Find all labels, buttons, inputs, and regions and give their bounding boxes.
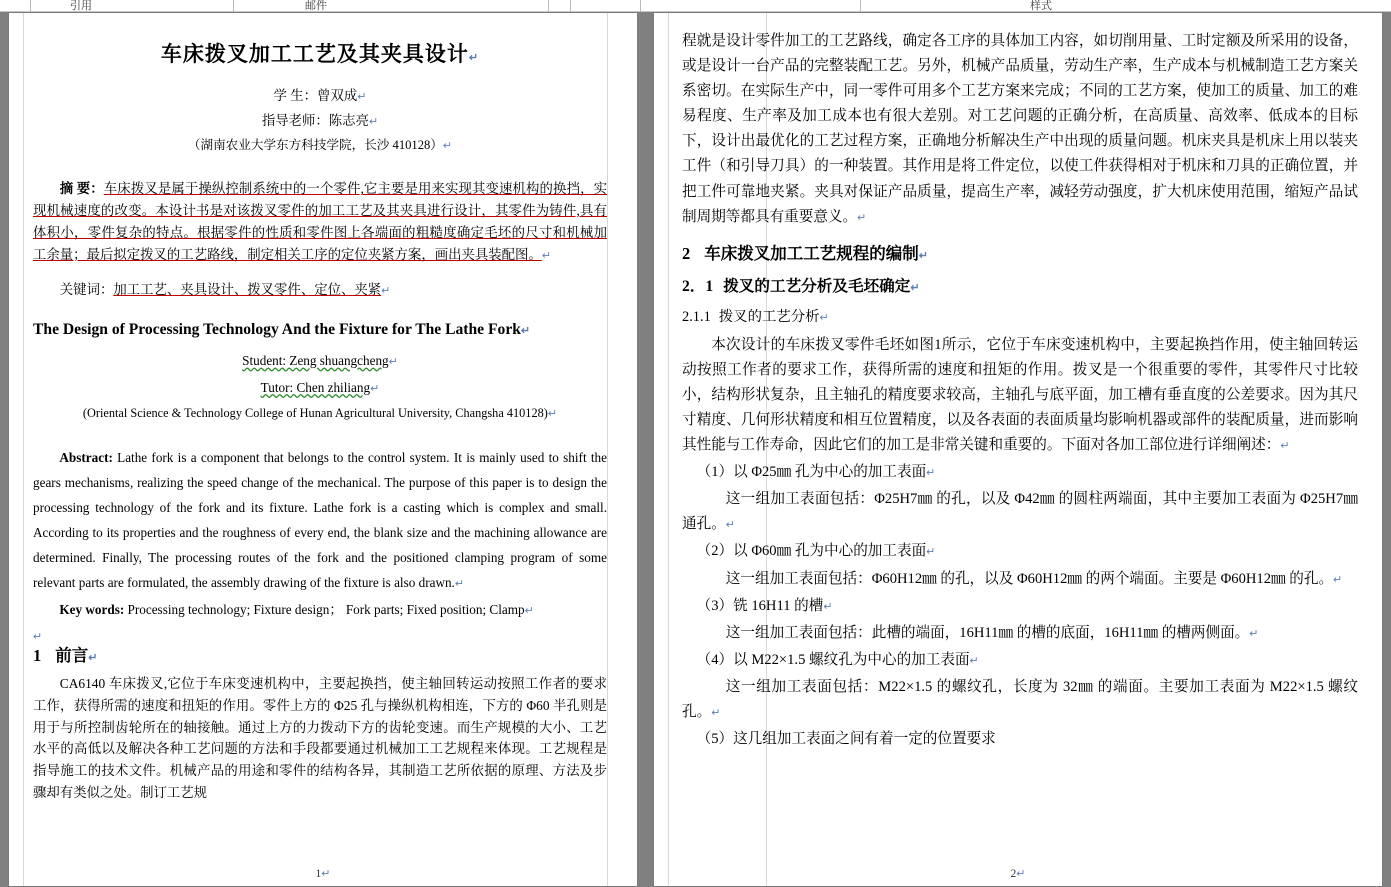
list-item-4-body: 这一组加工表面包括：M22×1.5 的螺纹孔，长度为 32㎜ 的端面。主要加工表面为 M22×1.5 螺纹孔。↵ xyxy=(682,678,1358,721)
ribbon-divider xyxy=(570,0,571,12)
section-1-number: 1 xyxy=(33,645,42,665)
ribbon-tab-strip[interactable] xyxy=(0,0,1391,12)
keywords-text: 加工工艺、夹具设计、拨叉零件、定位、夹紧 xyxy=(113,282,382,298)
student-line: 学 生：曾双成↵ xyxy=(273,88,367,104)
list-item-3: （3）铣 16H11 的槽↵ xyxy=(696,597,833,614)
english-title: The Design of Processing Technology And the Fixture for The Lathe Fork↵ xyxy=(33,321,531,339)
section-2-1-title: 拨叉的工艺分析及毛坯确定 xyxy=(723,278,911,296)
list-item-4: （4）以 M22×1.5 螺纹孔为中心的加工表面↵ xyxy=(696,651,979,668)
english-abstract-text: Lathe fork is a component that belongs to the control system. It is mainly used to shift the gears mechanisms, realizing the speed change of the mechanical. The purpose of this paper is to design the processing technology of the fork and its fixture. Lathe fork is a casting which is complex and small. According to its properties and the roughness of every end, the blank size and the machining allowance are determined. Finally, The processing routes of the fork and the positioned clamping program of some relevant parts are formulated, the assembly drawing of the fixture is also drawn. xyxy=(33,449,607,591)
ribbon-tab-styles[interactable]: 样式 xyxy=(1030,0,1052,12)
list-item-5: （5）这几组加工表面之间有着一定的位置要求 xyxy=(696,731,996,748)
section-2-title: 车床拨叉加工工艺规程的编制 xyxy=(704,243,919,263)
ribbon-tab-mailings[interactable]: 邮件 xyxy=(305,0,327,12)
page-gutter xyxy=(638,12,653,887)
abstract-paragraph: 摘 要：车床拨叉是属于操纵控制系统中的一个零件,它主要是用来实现其变速机构的换挡，实现机械速度的改变。本设计书是对该拨叉零件的加工工艺及其夹具进行设计，其零件为铸件,具有体积小，零件复杂的特点。根据零件的性质和零件图上各端面的粗糙度确定毛坯的尺寸和机械加工余量；最后拟定拨叉的工艺路线，制定相关工序的定位夹紧方案，画出夹具装配图。↵ xyxy=(33,181,607,262)
english-abstract-label: Abstract: xyxy=(59,449,113,465)
page-1-content: 车床拨叉加工工艺及其夹具设计↵ 学 生：曾双成↵ 指导老师：陈志亮↵ （湖南农业大学东方科技学院，长沙 410128）↵ 摘 要：车床拨叉是属于操纵控制系统中的一个零件,它主要是用来实现其变速机构的换挡，实现机械速度的改变。本设计书是对该拨叉零件的加工工艺及其夹具进行设计，其零件为铸件,具有体积小，零件复杂的特点。根据零件的性质和零件图上各端面的粗糙度确定毛坯的尺寸和机械加工余量；最后拟定拨叉的工艺路线，制定相关工序的定位夹紧方案，画出夹具装配图。↵ 关键词：加工工艺、夹具设计、拨叉零件、定位、夹紧↵ The Design of Processing Technology And the Fixture for The Lathe Fork↵ Student: Zeng shuangcheng↵ Tutor: Chen zhiliang↵ (Oriental Science & Technology College of Hunan Agricultural University, Changsha 410128)↵ Abstract: Lathe fork is a component that belongs to the control system. It is mainly used to shift the gears mechanisms, realizing the speed change of the mechanical. The purpose of this paper is to design the processing technology of the fork and its fixture. Lathe fork is a casting which is complex and small. According to its properties and the roughness of every end, the blank size and the machining allowance are determined. Finally, The processing routes of the fork and the positioned clamping program of some relevant parts are formulated, the assembly drawing of the fixture is also drawn.↵ Key words: Processing technology; Fixture design； Fork parts; Fixed position; Clamp↵ ↵ 1 前言↵ CA6140 车床拨叉,它位于车床变速机构中，主要起换挡，使主轴回转运动按照工作者的要求工作，获得所需的速度和扭矩的作用。零件上方的 Φ25 孔与操纵机构相连，下方的 Φ60 半孔则是用于与所控制齿轮所在的轴接触。通过上方的力拨动下方的齿轮变速。而生产规模的大小、工艺水平的高低以及解决各种工艺问题的方法和手段都要通过机械加工工艺规程来体现。工艺规程是指导施工的技术文件。机械产品的用途和零件的结构各异，其制造工艺所依据的原理、方法及步骤却有类似之处。制订工艺规 xyxy=(9,13,637,886)
english-keywords-text: Processing technology; Fixture design； Fork parts; Fixed position; Clamp xyxy=(124,602,525,618)
section-2-1-heading: 2．1 拨叉的工艺分析及毛坯确定↵ xyxy=(682,278,920,296)
english-tutor-line: Tutor: Chen zhiliang↵ xyxy=(260,380,380,396)
section-2-heading: 2 车床拨叉加工工艺规程的编制↵ xyxy=(682,243,928,263)
abstract-text: 车床拨叉是属于操纵控制系统中的一个零件,它主要是用来实现其变速机构的换挡，实现机械速度的改变。本设计书是对该拨叉零件的加工工艺及其夹具进行设计，其零件为铸件,具有体积小，零件复杂的特点。根据零件的性质和零件图上各端面的粗糙度确定毛坯的尺寸和机械加工余量；最后拟定拨叉的工艺路线，制定相关工序的定位夹紧方案，画出夹具装配图。 xyxy=(33,181,607,262)
document-title: 车床拨叉加工工艺及其夹具设计↵ xyxy=(160,42,480,66)
section-2-1-1-number: 2.1.1 xyxy=(682,308,711,325)
section-2-1-1-title: 拨叉的工艺分析 xyxy=(718,308,820,325)
page-1-footer: 1↵ xyxy=(315,868,331,880)
list-item-1-body: 这一组加工表面包括：Φ25H7㎜ 的孔，以及 Φ42㎜ 的圆柱两端面，其中主要加工表面为 Φ25H7㎜ 通孔。↵ xyxy=(682,491,1358,533)
section-1-body: CA6140 车床拨叉,它位于车床变速机构中，主要起换挡，使主轴回转运动按照工作者的要求工作，获得所需的速度和扭矩的作用。零件上方的 Φ25 孔与操纵机构相连，下方的 Φ60 半孔则是用于与所控制齿轮所在的轴接触。通过上方的力拨动下方的齿轮变速。而生产规模的大小、工艺水平的高低以及解决各种工艺问题的方法和手段都要通过机械加工工艺规程来体现。工艺规程是指导施工的技术文件。机械产品的用途和零件的结构各异，其制造工艺所依据的原理、方法及步骤却有类似之处。制订工艺规 xyxy=(33,676,607,800)
page-2-footer: 2↵ xyxy=(1010,868,1026,880)
page-2-paragraph-1: 程就是设计零件加工的工艺路线，确定各工序的具体加工内容，如切削用量、工时定额及所采用的设备，或是设计一台产品的完整装配工艺。另外，机械产品质量，劳动生产率，生产成本与机械制造工艺方案关系密切。在实际生产中，同一零件可用多个工艺方案来完成；不同的工艺方案，使加工的质量、加工的难易程度、生产率及加工成本也有很大差别。对工艺问题的正确分析，在高质量、高效率、低成本的目标下，设计出最优化的工艺过程方案，正确地分析解决生产中出现的质量问题。机床夹具是机床上用以装夹工件（和引导刀具）的一种装置。其作用是将工件定位，以使工件获得相对于机床和刀具的正确位置，并把工件可靠地夹紧。夹具对保证产品质量，提高生产率，减轻劳动强度，扩大机床使用范围，缩短产品试制周期等都具有重要意义。↵ xyxy=(682,33,1358,225)
ribbon-divider xyxy=(233,0,234,12)
document-pages-area xyxy=(0,12,1391,887)
list-item-1: （1）以 Φ25㎜ 孔为中心的加工表面↵ xyxy=(696,464,936,481)
ribbon-divider xyxy=(548,0,549,12)
section-2-1-number: 2．1 xyxy=(682,278,714,296)
affiliation-line: （湖南农业大学东方科技学院，长沙 410128）↵ xyxy=(187,137,453,152)
english-student-line: Student: Zeng shuangcheng↵ xyxy=(242,353,398,369)
english-keywords-label: Key words: xyxy=(59,602,125,618)
page-2-content xyxy=(654,13,1382,886)
list-item-2: （2）以 Φ60㎜ 孔为中心的加工表面↵ xyxy=(696,543,936,560)
section-2-number: 2 xyxy=(682,243,691,263)
ribbon-tab-references[interactable]: 引用 xyxy=(70,0,92,12)
list-item-2-body: 这一组加工表面包括：Φ60H12㎜ 的孔，以及 Φ60H12㎜ 的两个端面。主要是 Φ60H12㎜ 的孔。↵ xyxy=(725,570,1343,587)
section-1-title: 前言 xyxy=(55,645,89,665)
english-keywords-paragraph: Key words: Processing technology; Fixture design； Fork parts; Fixed position; Clamp↵ xyxy=(59,602,534,618)
ribbon-divider xyxy=(30,0,31,12)
abstract-label: 摘 要： xyxy=(59,181,104,197)
section-1-heading: 1 前言↵ xyxy=(33,645,98,665)
document-page-2[interactable] xyxy=(653,12,1383,887)
tutor-line: 指导老师：陈志亮↵ xyxy=(261,112,379,128)
page-2-paragraph-2: 本次设计的车床拨叉零件毛坯如图1所示，它位于车床变速机构中，主要起换挡作用，使主轴回转运动按照工作者的要求工作，获得所需的速度和扭矩的作用。拨叉是一个很重要的零件，其零件尺寸比较小，结构形状复杂，且主轴孔的精度要求较高，主轴孔与底平面，加工槽有垂直度的公差要求。因为其尺寸精度、几何形状精度和相互位置精度，以及各表面的表面质量均影响机器或部件的装配质量，进而影响其性能与工作寿命，因此它们的加工是非常关键和重要的。下面对各加工部位进行详细阐述：↵ xyxy=(682,336,1358,454)
english-abstract-paragraph: Abstract: Lathe fork is a component that belongs to the control system. It is mainly used to shift the gears mechanisms, realizing the speed change of the mechanical. The purpose of this paper is to design the processing technology of the fork and its fixture. Lathe fork is a casting which is complex and small. According to its properties and the roughness of every end, the blank size and the machining allowance are determined. Finally, The processing routes of the fork and the positioned clamping program of some relevant parts are formulated, the assembly drawing of the fixture is also drawn.↵ xyxy=(33,449,607,591)
keywords-paragraph: 关键词：加工工艺、夹具设计、拨叉零件、定位、夹紧↵ xyxy=(59,282,391,298)
ribbon-divider xyxy=(640,0,641,12)
keywords-label: 关键词： xyxy=(59,282,114,298)
english-affiliation-line: (Oriental Science & Technology College of Hunan Agricultural University, Changsha 410128)↵ xyxy=(82,406,558,421)
list-item-3-body: 这一组加工表面包括：此槽的端面，16H11㎜ 的槽的底面，16H11㎜ 的槽两侧面。↵ xyxy=(725,624,1259,641)
section-2-1-1-heading: 2.1.1 拨叉的工艺分析↵ xyxy=(682,308,829,325)
ribbon-divider xyxy=(860,0,861,12)
document-page-1[interactable] xyxy=(8,12,638,887)
